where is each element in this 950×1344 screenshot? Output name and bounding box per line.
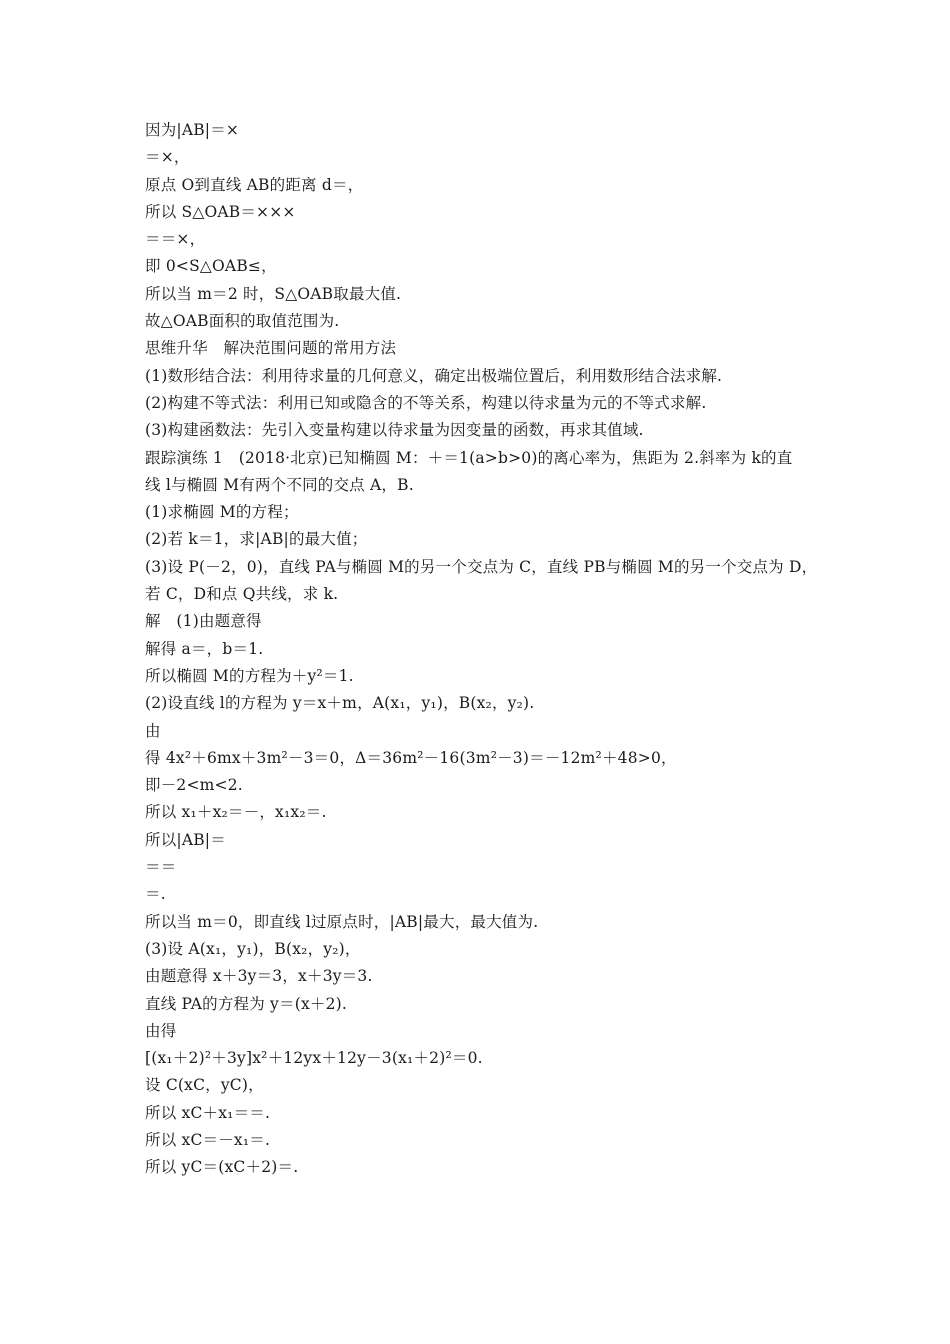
text-line: 所以当 m＝2 时，S△OAB取最大值.	[145, 284, 402, 303]
document-body	[145, 117, 818, 1182]
text-line: 设 C(xC，yC)，	[145, 1076, 264, 1095]
text-line: 即 0<S△OAB≤，	[145, 257, 277, 276]
text-line: 直线 PA的方程为 y＝(x＋2).	[145, 994, 348, 1013]
text-line: 所以 yC＝(xC＋2)＝.	[145, 1158, 299, 1177]
text-line: 所以 xC＝－x₁＝.	[145, 1130, 271, 1149]
text-line: (3)设 A(x₁，y₁)，B(x₂，y₂)，	[145, 939, 361, 958]
text-line: (1)数形结合法：利用待求量的几何意义，确定出极端位置后，利用数形结合法求解.	[145, 366, 723, 385]
text-line: (2)设直线 l的方程为 y＝x＋m，A(x₁，y₁)，B(x₂，y₂).	[145, 694, 535, 713]
text-line: ＝×，	[145, 148, 190, 167]
text-line: (3)设 P(－2，0)，直线 PA与椭圆 M的另一个交点为 C，直线 PB与椭圆 M的另一个交点为 D，	[145, 557, 818, 576]
text-line: 即－2<m<2.	[145, 776, 243, 795]
text-line: 得 4x²＋6mx＋3m²－3＝0，Δ＝36m²－16(3m²－3)＝－12m²＋48>0，	[145, 748, 677, 767]
text-line: 所以|AB|＝	[145, 830, 226, 849]
text-line: 线 l与椭圆 M有两个不同的交点 A，B.	[145, 475, 414, 494]
section-heading: 思维升华 解决范围问题的常用方法	[145, 339, 397, 358]
text-line: (2)若 k＝1，求|AB|的最大值；	[145, 530, 368, 549]
text-line: ＝＝×，	[145, 230, 206, 249]
text-line: (3)构建函数法：先引入变量构建以待求量为因变量的函数，再求其值域.	[145, 421, 644, 440]
text-line: 原点 O到直线 AB的距离 d＝，	[145, 175, 364, 194]
solution-heading: 解 (1)由题意得	[145, 612, 262, 631]
text-line: 由	[145, 721, 161, 740]
text-line: 所以 S△OAB＝×××	[145, 202, 296, 221]
text-line: 所以当 m＝0，即直线 l过原点时，|AB|最大，最大值为.	[145, 912, 539, 931]
text-line: 因为|AB|＝×	[145, 121, 240, 139]
text-line: [(x₁＋2)²＋3y]x²＋12yx＋12y－3(x₁＋2)²＝0.	[145, 1049, 483, 1068]
text-line: 若 C，D和点 Q共线，求 k.	[145, 585, 339, 604]
text-line: 由得	[145, 1021, 177, 1040]
text-line: ＝.	[145, 885, 166, 904]
text-line: 故△OAB面积的取值范围为.	[145, 312, 340, 331]
text-line: 所以 xC＋x₁＝＝.	[145, 1103, 271, 1122]
text-line: (1)求椭圆 M的方程；	[145, 503, 299, 522]
text-line: 所以 x₁＋x₂＝－，x₁x₂＝.	[145, 803, 327, 822]
text-line: 所以椭圆 M的方程为＋y²＝1.	[145, 666, 354, 685]
text-line: 由题意得 x＋3y＝3，x＋3y＝3.	[145, 967, 373, 986]
text-line: 解得 a＝，b＝1.	[145, 639, 264, 658]
exercise-heading: 跟踪演练 1 (2018·北京)已知椭圆 M：＋＝1(a>b>0)的离心率为，焦距为 2.斜率为 k的直	[145, 448, 793, 467]
text-line: ＝＝	[145, 858, 177, 877]
text-line: (2)构建不等式法：利用已知或隐含的不等关系，构建以待求量为元的不等式求解.	[145, 393, 707, 412]
